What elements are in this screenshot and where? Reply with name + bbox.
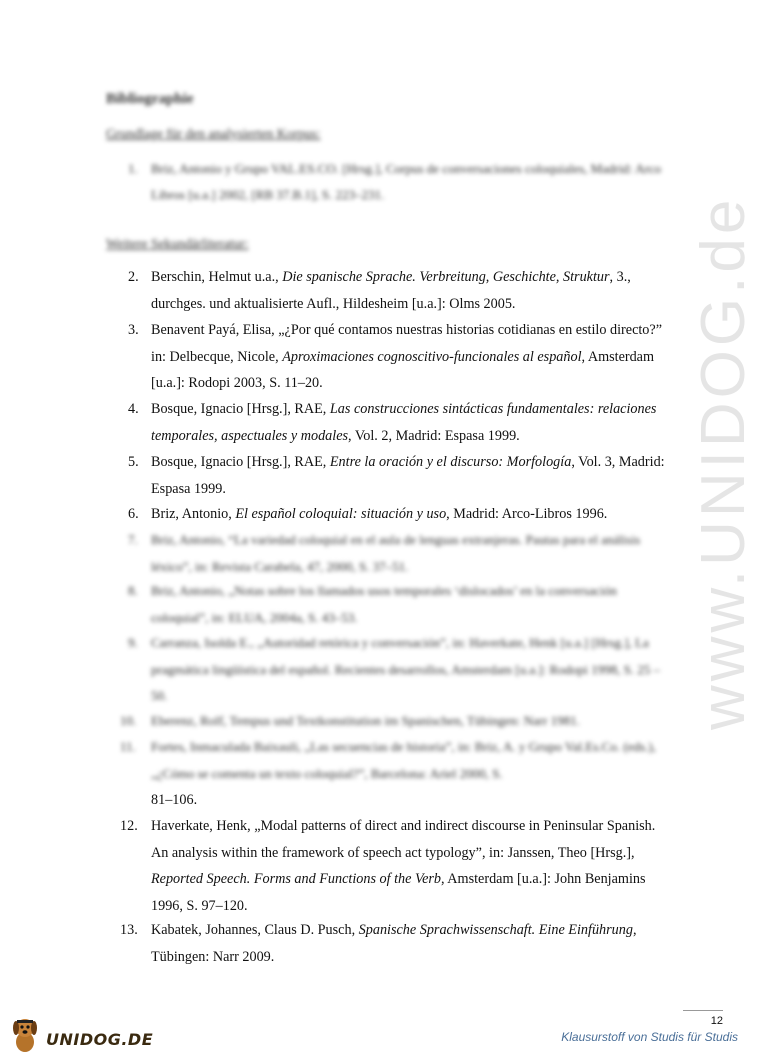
bib-entry-12: 12. Haverkate, Henk, „Modal patterns of direct and indirect discourse in Peninsular Spanish. An analysis within the framework of speech act typology”, in: Janssen, Theo [Hrsg.], Reported Speech. Forms and Functions of the Verb, Amsterdam [u.a.]: John Benjamins 1996, S. 97–120. — [120, 818, 656, 914]
unidog-logo — [6, 1016, 156, 1056]
bib-entry-7: 7. Briz, Antonio, “La variedad coloquial en el aula de lenguas extranjeras. Pautas para el análisis léxico”, in: Revista Carabela, 47, 2000, S. 37–51. — [128, 532, 641, 574]
dog-mascot-icon — [10, 1016, 40, 1054]
bib-entry-10: 10. Eberenz, Rolf, Tempus und Textkonstitution im Spanischen, Tübingen: Narr 1981. — [120, 713, 580, 728]
bib-entry-8: 8. Briz, Antonio, „Notas sobre los llamados usos temporales ‘dislocados’ en la conversación coloquial”, in: ELUA, 2004a, S. 43–53. — [128, 583, 617, 625]
bib-entry-11: 11. Fortes, Inmaculada Baixauli, „Las secuencias de historia”, in: Briz, A. y Grupo Val.Es.Co. (eds.), „¿Cómo se comenta un texto coloquial?”, Barcelona: Ariel 2000, S. 81–106. — [128, 734, 668, 814]
bib-entry-3: 3. Benavent Payá, Elisa, „¿Por qué contamos nuestras historias cotidianas en estilo directo?” in: Delbecque, Nicole, Aproximaciones cognoscitivo-funcionales al español, Amsterdam [u.a.]: Rodopi 2003, S. 11–20. — [128, 322, 662, 392]
bib-entry-1: 1. Briz, Antonio y Grupo VAL.ES.CO. [Hrsg.], Corpus de conversaciones coloquiales, Madrid: Arco Libros [u.a.] 2002, [RB 37.B.1], S. 223–231. — [128, 161, 662, 202]
bib-entry-9: 9. Carranza, Isolda E., „Autoridad retórica y conversación”, in: Haverkate, Henk [u.a.] [Hrsg.], La pragmática lingüística del español. Recientes desarrollos, Amsterdam [u.a.]: Rodopi 1998, S. 25 – 50. — [128, 635, 661, 704]
bib-entry-11-tail: 81–106. — [151, 792, 198, 809]
bib-entry-6: 6. Briz, Antonio, El español coloquial: situación y uso, Madrid: Arco-Libros 1996. — [128, 506, 608, 522]
section-secondary-label: Weitere Sekundärliteratur: — [106, 236, 249, 251]
bib-entry-4: 4. Bosque, Ignacio [Hrsg.], RAE, Las construcciones sintácticas fundamentales: relaciones temporales, aspectuales y modales, Vol. 2, Madrid: Espasa 1999. — [128, 401, 657, 444]
bibliography-heading: Bibliographie — [106, 91, 194, 107]
section-corpus-label: Grundlage für den analysierten Korpus: — [106, 126, 321, 141]
bib-entry-2: 2. Berschin, Helmut u.a., Die spanische Sprache. Verbreitung, Geschichte, Struktur, 3., durchges. und aktualisierte Aufl., Hildesheim [u.a.]: Olms 2005. — [128, 269, 631, 312]
logo-wordmark: UNIDOG.DE — [46, 1030, 154, 1049]
bib-entry-5: 5. Bosque, Ignacio [Hrsg.], RAE, Entre la oración y el discurso: Morfología, Vol. 3, Madrid: Espasa 1999. — [128, 454, 665, 497]
page-number: 12 — [683, 1010, 723, 1027]
footer-tagline: Klausurstoff von Studis für Studis — [561, 1030, 738, 1044]
bib-entry-13: 13. Kabatek, Johannes, Claus D. Pusch, Spanische Sprachwissenschaft. Eine Einführung, Tübingen: Narr 2009. — [120, 922, 637, 965]
watermark-text: www.UNIDOG.de — [689, 195, 758, 730]
